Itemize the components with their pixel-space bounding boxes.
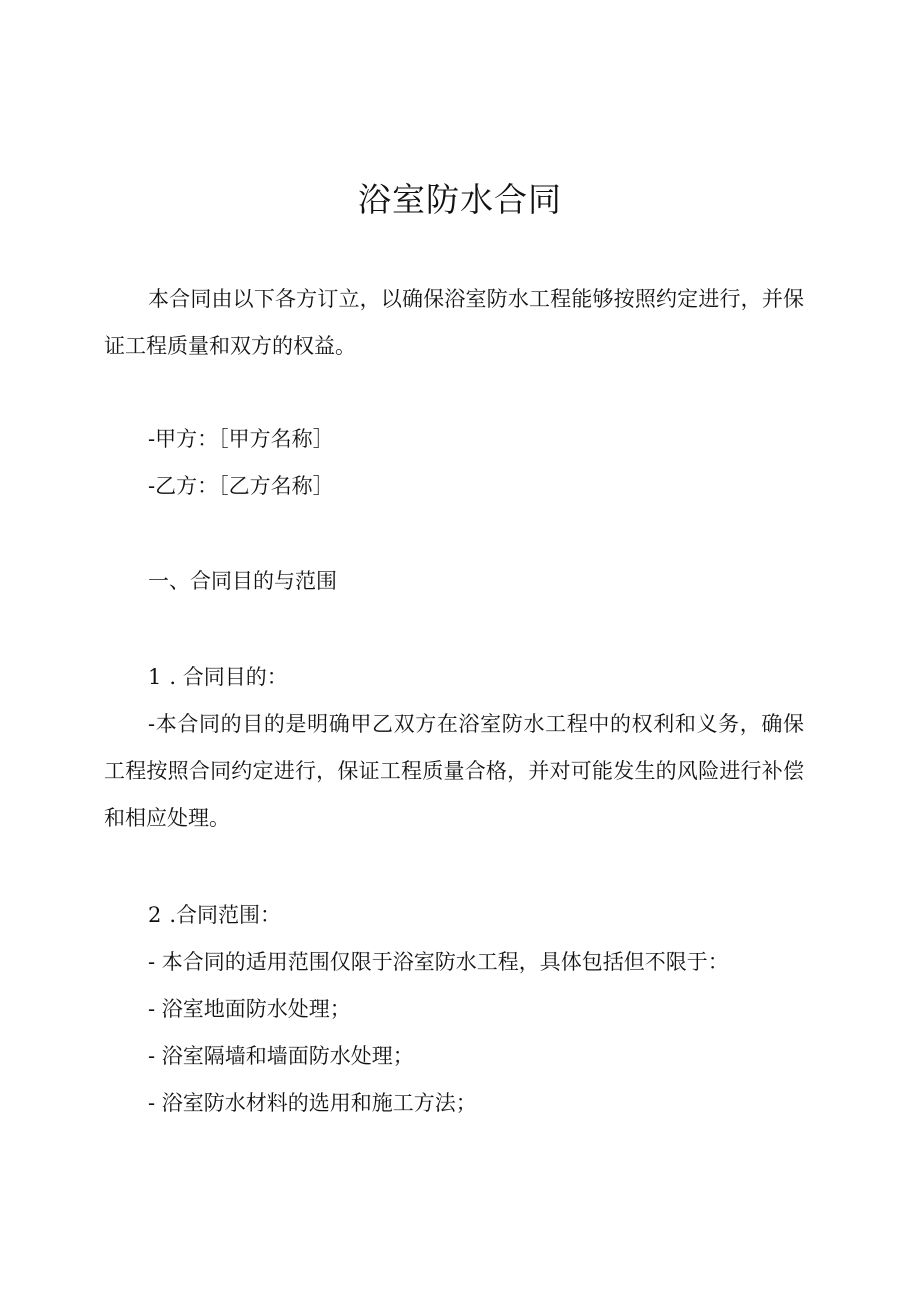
- item-1-label: . 合同目的：: [169, 665, 288, 689]
- item-2-block: [104, 892, 804, 1127]
- scope-line: - 本合同的适用范围仅限于浴室防水工程，具体包括但不限于：: [148, 950, 729, 974]
- scope-line: - 浴室地面防水处理；: [148, 997, 351, 1021]
- item-1-heading: [104, 654, 804, 701]
- party-a-line: -甲方：［甲方名称］: [148, 427, 334, 451]
- item-2-heading: [104, 892, 804, 939]
- section-1-heading-block: [104, 558, 804, 605]
- item-2-number: 2: [148, 903, 162, 927]
- item-2-label: .合同范围：: [169, 903, 282, 927]
- section-1-heading: 一、合同目的与范围: [148, 569, 337, 593]
- item-1-block: [104, 654, 804, 842]
- scope-line: - 浴室隔墙和墙面防水处理；: [148, 1044, 414, 1068]
- scope-line: - 浴室防水材料的选用和施工方法；: [148, 1091, 477, 1115]
- parties-block: [104, 416, 804, 510]
- intro-paragraph: 本合同由以下各方订立，以确保浴室防水工程能够按照约定进行，并保证工程质量和双方的权益。: [104, 287, 804, 358]
- intro-block: [104, 276, 804, 370]
- party-b-line: -乙方：［乙方名称］: [148, 474, 334, 498]
- document-title: 浴室防水合同: [358, 180, 562, 219]
- item-1-text: -本合同的目的是明确甲乙双方在浴室防水工程中的权利和义务，确保工程按照合同约定进行，保证工程质量合格，并对可能发生的风险进行补偿和相应处理。: [104, 712, 804, 830]
- item-1-number: 1: [148, 665, 162, 689]
